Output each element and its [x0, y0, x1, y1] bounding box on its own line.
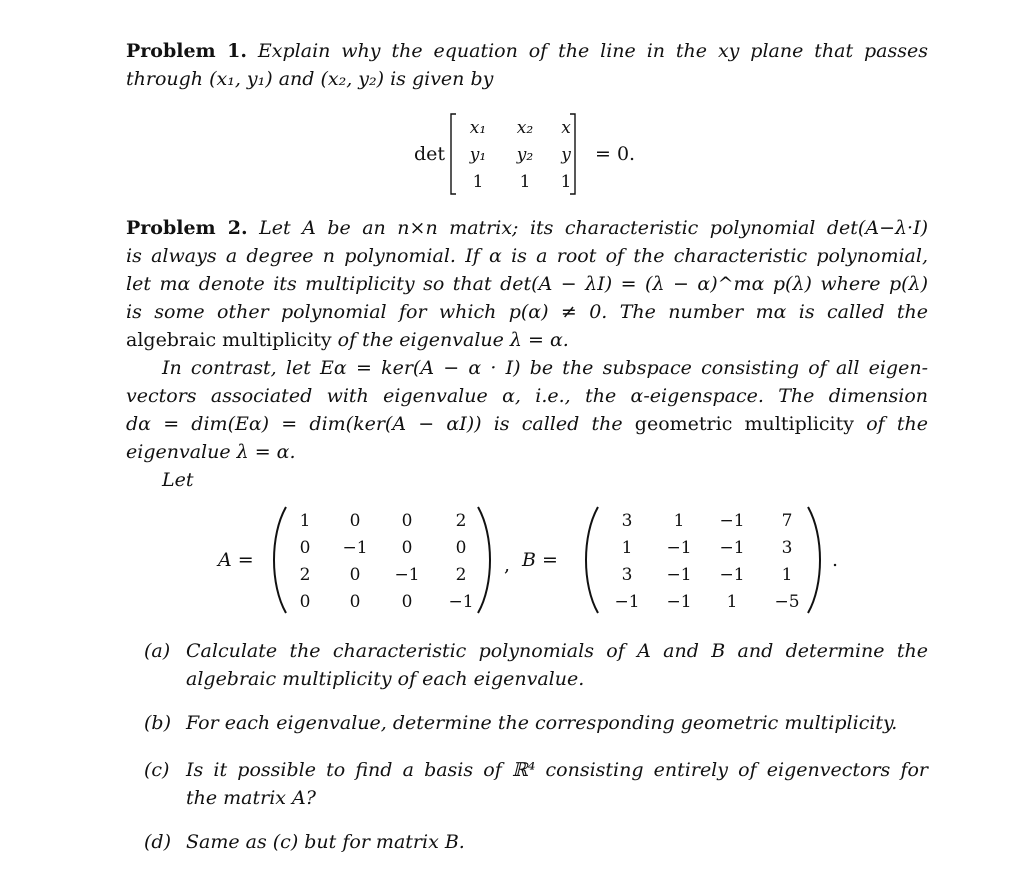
determinant-cell-r2c2: y₂	[516, 145, 534, 165]
problem2-heading: Problem 2.	[126, 217, 248, 239]
matrix-b-cell-r4c3: 1	[726, 592, 738, 612]
determinant-cell-r3c1: 1	[472, 172, 484, 192]
problem1-heading: Problem 1.	[126, 40, 247, 62]
matrix-a-cell-r2c1: 0	[299, 538, 311, 558]
problem2-line5	[126, 331, 569, 350]
determinant-cell-r1c3: x	[561, 118, 571, 138]
problem2-para2-line4: eigenvalue λ = α.	[126, 441, 296, 463]
matrix-b-cell-r2c3: −1	[719, 538, 745, 558]
item-d-line1: Same as (c) but for matrix B.	[186, 831, 465, 853]
item-a-label: (a)	[144, 640, 171, 662]
matrix-separator-comma: ,	[504, 554, 511, 576]
matrix-b-cell-r4c2: −1	[666, 592, 692, 612]
problem2-text-1: Let A be an n×n matrix; its characteristic polynomial det(A−λ·I)	[259, 217, 928, 239]
matrix-a-cell-r1c3: 0	[401, 511, 413, 531]
matrix-b-cell-r1c2: 1	[673, 511, 685, 531]
determinant-cell-r2c1: y₁	[469, 145, 487, 165]
matrix-b-cell-r2c1: 1	[621, 538, 633, 558]
let-label: Let	[162, 469, 194, 491]
problem2-line1	[126, 219, 928, 238]
matrix-b-cell-r3c4: 1	[781, 565, 793, 585]
matrix-a-label: A =	[218, 549, 254, 571]
item-b-line1: For each eigenvalue, determine the corresponding geometric multiplicity.	[186, 712, 898, 734]
term-geometric-multiplicity: geometric multiplicity	[634, 413, 854, 435]
det-label: det	[414, 143, 446, 165]
term-algebraic-multiplicity: algebraic multiplicity	[126, 329, 332, 351]
matrix-a-cell-r4c3: 0	[401, 592, 413, 612]
problem1-line1	[126, 42, 928, 61]
problem2-para2-line1: In contrast, let Eα = ker(A − α · I) be the subspace consisting of all eigen-	[162, 357, 928, 379]
item-a-line2: algebraic multiplicity of each eigenvalue.	[186, 668, 585, 690]
item-c-line2: the matrix A?	[186, 787, 316, 809]
determinant-cell-r1c2: x₂	[516, 118, 534, 138]
matrix-a-cell-r4c4: −1	[448, 592, 474, 612]
matrix-a-cell-r2c4: 0	[455, 538, 467, 558]
matrix-a-cell-r1c1: 1	[299, 511, 311, 531]
determinant-matrix	[448, 112, 578, 196]
problem2-para2-line2: vectors associated with eigenvalue α, i.e., the α-eigenspace. The dimension	[126, 385, 928, 407]
problem2-text-p2-3a: dα = dim(Eα) = dim(ker(A − αI)) is called the	[126, 413, 623, 435]
item-a-line1: Calculate the characteristic polynomials of A and B and determine the	[186, 640, 928, 662]
determinant-cell-r1c1: x₁	[469, 118, 487, 138]
problem1-text-1: Explain why the equation of the line in the xy plane that passes	[257, 40, 928, 62]
matrix-b-cell-r4c1: −1	[614, 592, 640, 612]
matrix-b-cell-r2c2: −1	[666, 538, 692, 558]
determinant-cell-r3c3: 1	[560, 172, 572, 192]
matrix-a-cell-r3c1: 2	[299, 565, 311, 585]
matrix-a-cell-r3c3: −1	[394, 565, 420, 585]
equals-zero: = 0.	[595, 143, 636, 165]
matrix-b-cell-r3c2: −1	[666, 565, 692, 585]
determinant-cell-r3c2: 1	[519, 172, 531, 192]
matrix-b-cell-r3c1: 3	[621, 565, 633, 585]
item-d-label: (d)	[144, 831, 171, 853]
problem1-line2: through (x₁, y₁) and (x₂, y₂) is given by	[126, 68, 494, 90]
matrix-b-cell-r4c4: −5	[774, 592, 800, 612]
problem2-text-5b: of the eigenvalue λ = α.	[337, 329, 569, 351]
matrix-a-cell-r4c2: 0	[349, 592, 361, 612]
matrix-a-cell-r4c1: 0	[299, 592, 311, 612]
matrix-b-cell-r1c4: 7	[781, 511, 793, 531]
problem2-line3: let mα denote its multiplicity so that det(A − λI) = (λ − α)^mα p(λ) where p(λ)	[126, 273, 928, 295]
matrix-a-cell-r2c2: −1	[342, 538, 368, 558]
problem2-line4: is some other polynomial for which p(α) ≠ 0. The number mα is called the	[126, 301, 928, 323]
determinant-cell-r2c3: y	[561, 145, 571, 165]
matrix-b-cell-r2c4: 3	[781, 538, 793, 558]
problem2-para2-line3	[126, 415, 928, 434]
matrix-b-cell-r1c1: 3	[621, 511, 633, 531]
matrix-a-cell-r3c2: 0	[349, 565, 361, 585]
matrix-end-period: .	[832, 549, 839, 571]
item-b-label: (b)	[144, 712, 171, 734]
matrix-a-cell-r3c4: 2	[455, 565, 467, 585]
item-c-line1: Is it possible to find a basis of ℝ⁴ consisting entirely of eigenvectors for	[186, 759, 928, 781]
problem2-text-p2-3c: of the	[866, 413, 928, 435]
matrix-b-cell-r3c3: −1	[719, 565, 745, 585]
matrix-b-cell-r1c3: −1	[719, 511, 745, 531]
problem2-line2: is always a degree n polynomial. If α is a root of the characteristic polynomial,	[126, 245, 928, 267]
item-c-label: (c)	[144, 759, 170, 781]
matrix-a-cell-r1c4: 2	[455, 511, 467, 531]
matrix-a-cell-r2c3: 0	[401, 538, 413, 558]
matrix-a-cell-r1c2: 0	[349, 511, 361, 531]
matrix-b-label: B =	[522, 549, 558, 571]
matrix-b	[580, 505, 826, 615]
matrix-a	[268, 505, 496, 615]
